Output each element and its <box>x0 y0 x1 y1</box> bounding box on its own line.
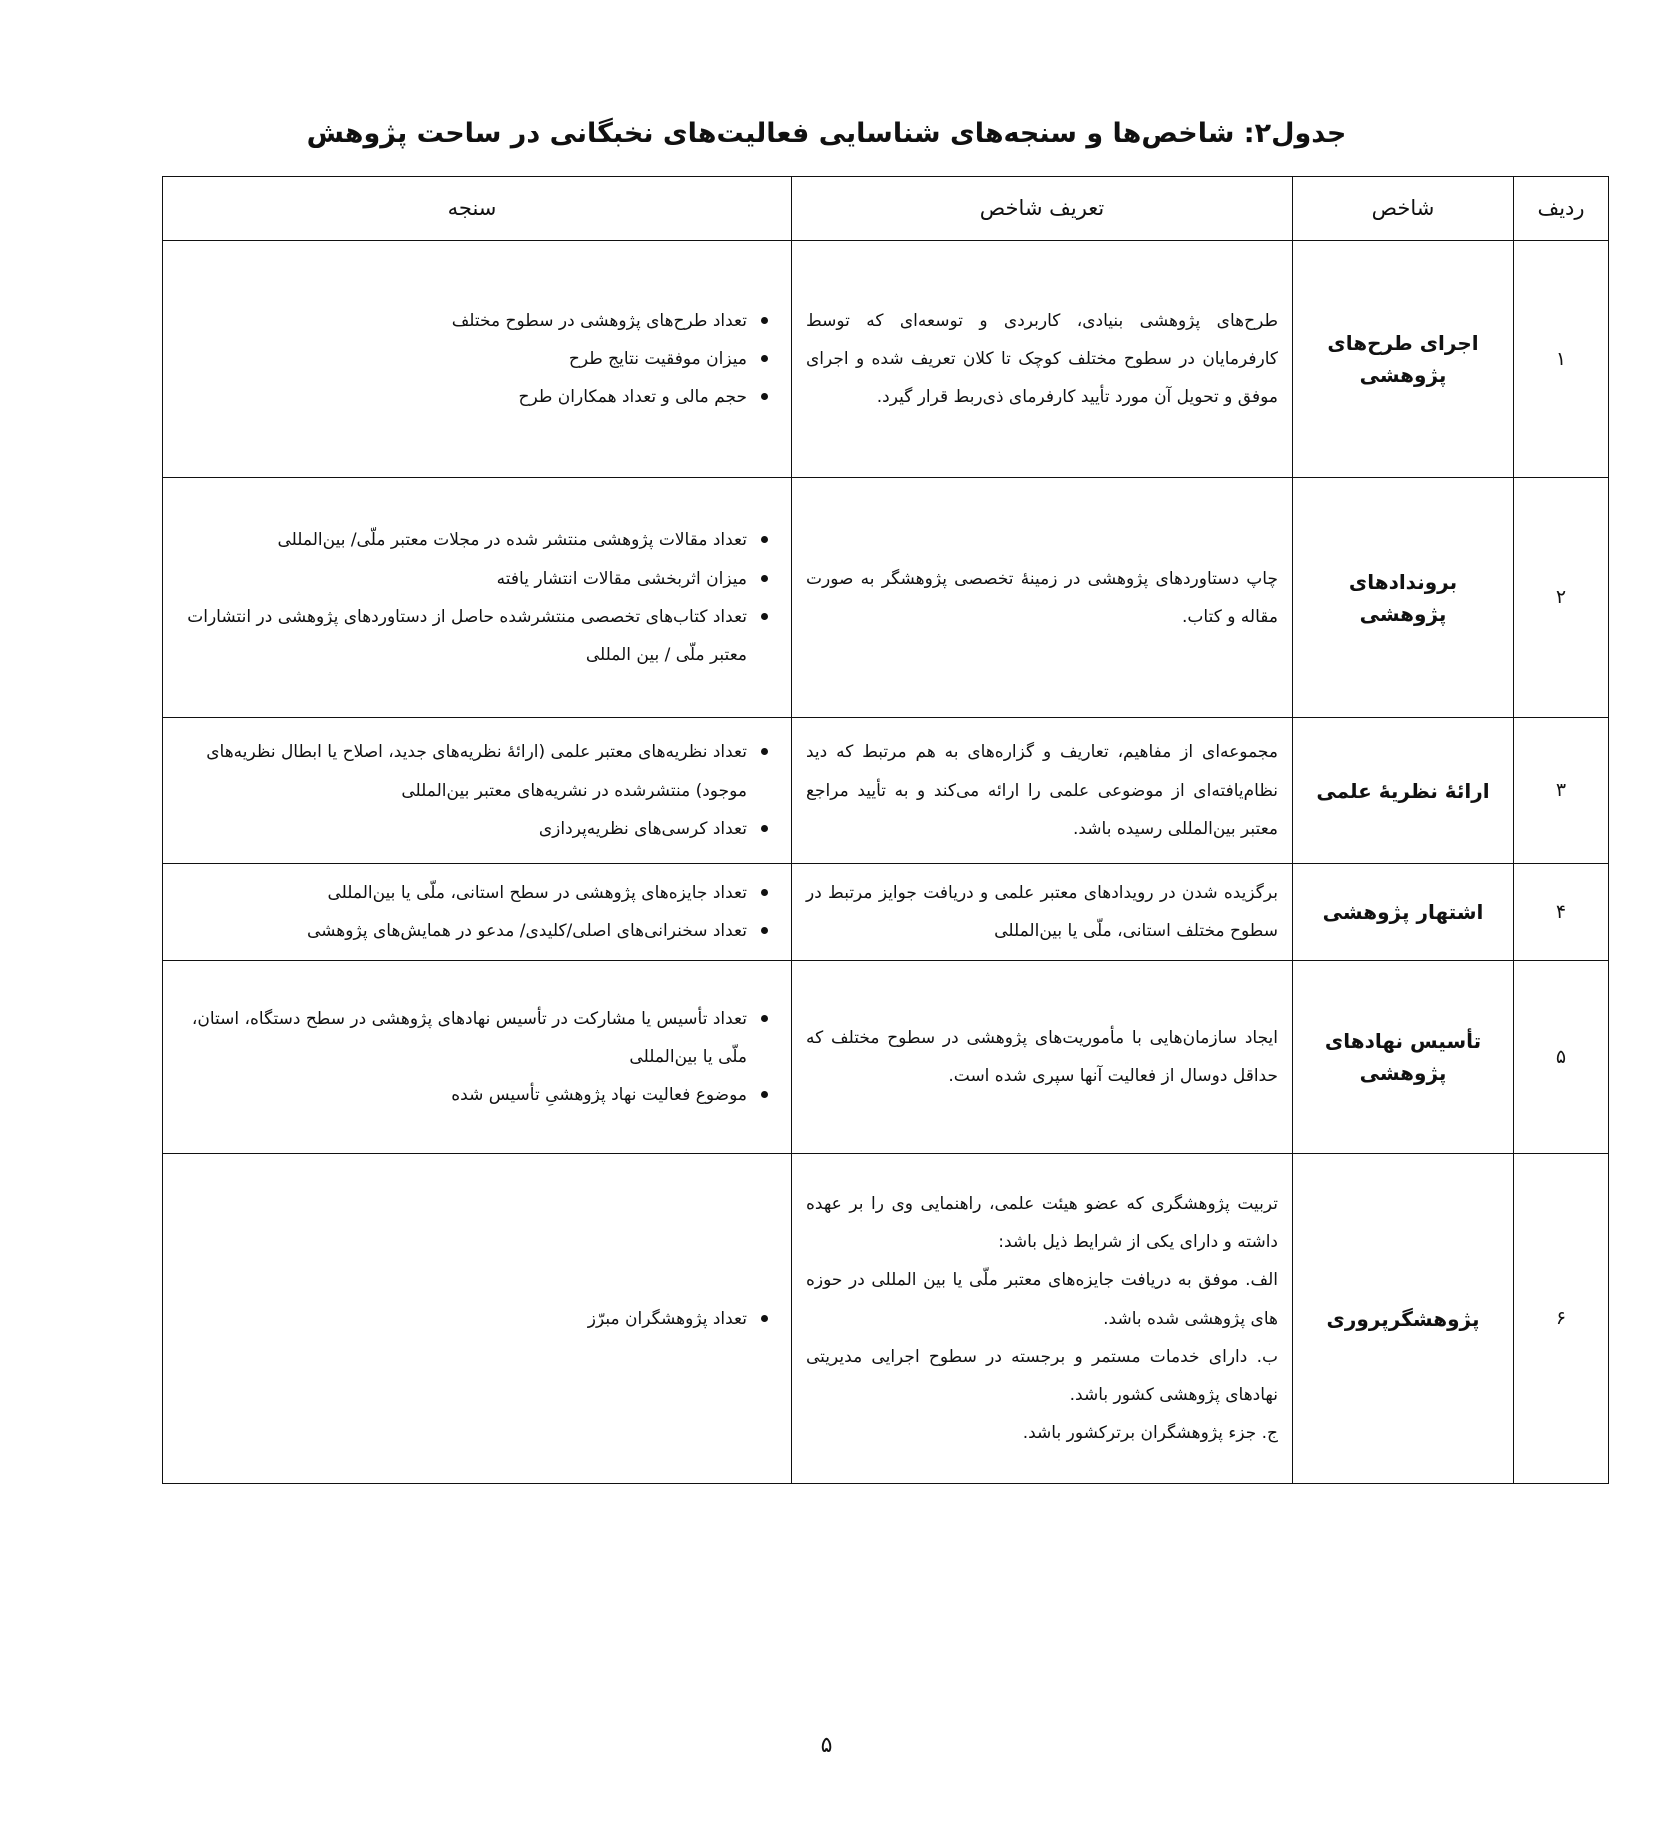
row-number: ۵ <box>1514 961 1609 1154</box>
indicator-cell: اشتهار پژوهشی <box>1293 864 1514 961</box>
table-row <box>163 478 1609 718</box>
metric-item: تعداد تأسیس یا مشارکت در تأسیس نهادهای پژوهشی در سطح دستگاه، استان، ملّی یا بین‌المللی <box>173 1000 771 1077</box>
table-row <box>163 1154 1609 1484</box>
indicator-cell: تأسیس نهادهای پژوهشی <box>1293 961 1514 1154</box>
definition-cell: ایجاد سازمان‌هایی با مأموریت‌های پژوهشی در سطوح مختلف که حداقل دوسال از فعالیت آنها سپری شده است. <box>792 961 1293 1154</box>
metric-item: تعداد پژوهشگران مبرّز <box>173 1300 771 1338</box>
table-row <box>163 961 1609 1154</box>
metric-item: تعداد مقالات پژوهشی منتشر شده در مجلات معتبر ملّی/ بین‌المللی <box>173 521 771 559</box>
metric-list <box>173 1000 771 1115</box>
definition-condition: ج. جزء پژوهشگران برترکشور باشد. <box>1022 1423 1278 1444</box>
header-indicator: شاخص <box>1293 177 1514 241</box>
metric-item: حجم مالی و تعداد همکاران طرح <box>173 378 771 416</box>
row-number: ۴ <box>1514 864 1609 961</box>
indicator-cell: اجرای طرح‌های پژوهشی <box>1293 241 1514 478</box>
metric-cell <box>163 241 792 478</box>
definition-condition: الف. موفق به دریافت جایزه‌های معتبر ملّی یا بین المللی در حوزه های پژوهشی شده باشد. <box>806 1270 1278 1329</box>
row-number: ۶ <box>1514 1154 1609 1484</box>
metric-list <box>173 733 771 848</box>
row-number: ۲ <box>1514 478 1609 718</box>
page-title: جدول۲: شاخص‌ها و سنجه‌های شناسایی فعالیت‌های نخبگانی در ساحت پژوهش <box>306 118 1347 149</box>
header-definition: تعریف شاخص <box>792 177 1293 241</box>
definition-cell: مجموعه‌ای از مفاهیم، تعاریف و گزاره‌های به هم مرتبط که دید نظام‌یافته‌ای از موضوعی علمی را ارائه می‌کند و به تأیید مراجع معتبر بین‌المللی رسیده باشد. <box>792 718 1293 864</box>
metric-cell <box>163 718 792 864</box>
row-number: ۳ <box>1514 718 1609 864</box>
definition-cell: برگزیده شدن در رویدادهای معتبر علمی و دریافت جوایز مرتبط در سطوح مختلف استانی، ملّی یا بین‌المللی <box>792 864 1293 961</box>
definition-cell <box>792 1154 1293 1484</box>
metric-item: تعداد جایزه‌های پژوهشی در سطح استانی، ملّی یا بین‌المللی <box>173 874 771 912</box>
metric-cell <box>163 864 792 961</box>
metric-cell <box>163 478 792 718</box>
table-row <box>163 718 1609 864</box>
page-number: ۵ <box>820 1733 833 1758</box>
indicator-cell: پژوهشگرپروری <box>1293 1154 1514 1484</box>
indicator-cell: برونداد‌های پژوهشی <box>1293 478 1514 718</box>
definition-condition: ب. دارای خدمات مستمر و برجسته در سطوح اجرایی مدیریتی نهادهای پژوهشی کشور باشد. <box>806 1346 1278 1406</box>
header-metric: سنجه <box>163 177 792 241</box>
metric-item: تعداد کرسی‌های نظریه‌پردازی <box>173 810 771 848</box>
metric-item: میزان موفقیت نتایج طرح <box>173 340 771 378</box>
metric-item: تعداد نظریه‌های معتبر علمی (ارائهٔ نظریه‌های جدید، اصلاح یا ابطال نظریه‌های موجود) منتشرشده در نشریه‌های معتبر بین‌المللی <box>173 733 771 810</box>
metric-list <box>173 1300 771 1338</box>
table-row <box>163 241 1609 478</box>
definition-intro: تربیت پژوهشگری که عضو هیئت علمی، راهنمایی وی را بر عهده داشته و دارای یکی از شرایط ذیل باشد: <box>806 1193 1278 1253</box>
table-header-row <box>163 177 1609 241</box>
row-number: ۱ <box>1514 241 1609 478</box>
metric-item: موضوع فعالیت نهاد پژوهشیِ تأسیس شده <box>173 1076 771 1114</box>
header-row-number: ردیف <box>1514 177 1609 241</box>
metric-item: تعداد سخنرانی‌های اصلی/کلیدی/ مدعو در همایش‌های پژوهشی <box>173 912 771 950</box>
metric-list <box>173 302 771 417</box>
metric-list <box>173 521 771 674</box>
definition-cell: طرح‌های پژوهشی بنیادی، کاربردی و توسعه‌ای که توسط کارفرمایان در سطوح مختلف کوچک تا کلان تعریف شده و اجرای موفق و تحویل آن مورد تأیید کارفرمای ذی‌ربط قرار گیرد. <box>792 241 1293 478</box>
definition-cell: چاپ دستاوردهای پژوهشی در زمینهٔ تخصصی پژوهشگر به صورت مقاله و کتاب. <box>792 478 1293 718</box>
metric-list <box>173 874 771 951</box>
metric-item: تعداد کتاب‌های تخصصی منتشرشده حاصل از دستاوردهای پژوهشی در انتشارات معتبر ملّی / بین المللی <box>173 598 771 675</box>
metric-cell <box>163 1154 792 1484</box>
indicator-cell: ارائهٔ نظریهٔ علمی <box>1293 718 1514 864</box>
metric-cell <box>163 961 792 1154</box>
indicators-table <box>162 176 1609 1484</box>
metric-item: میزان اثربخشی مقالات انتشار یافته <box>173 560 771 598</box>
metric-item: تعداد طرح‌های پژوهشی در سطوح مختلف <box>173 302 771 340</box>
table-row <box>163 864 1609 961</box>
